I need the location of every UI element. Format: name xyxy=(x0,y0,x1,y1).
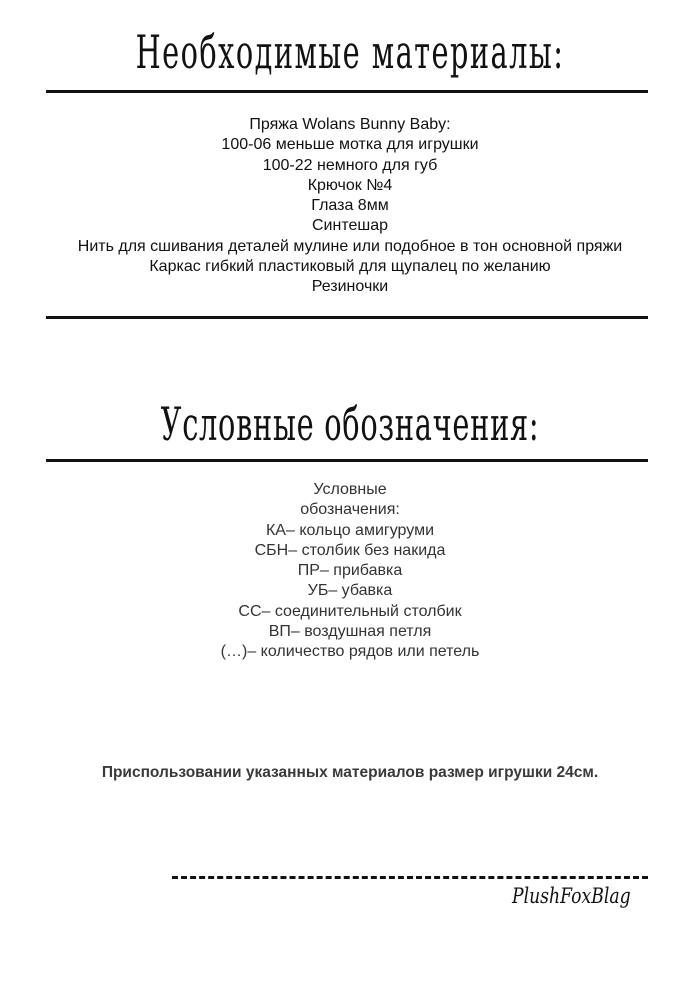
legend-item: Условные xyxy=(313,481,387,498)
legend-heading: Условные обозначения: xyxy=(160,398,540,452)
materials-item: Крючок №4 xyxy=(307,176,393,194)
materials-item: 100-22 немного для губ xyxy=(262,156,438,174)
legend-item: КА– кольцо амигуруми xyxy=(265,521,435,539)
materials-item: 100-06 меньше мотка для игрушки xyxy=(221,136,479,154)
materials-heading: Необходимые материалы: xyxy=(135,26,565,80)
legend-item: (…)– количество рядов или петель xyxy=(220,643,480,661)
legend-item: СБН– столбик без накида xyxy=(254,541,446,559)
signature-logo: PlushFoxBlag xyxy=(512,884,631,908)
materials-item: Глаза 8мм xyxy=(311,197,389,215)
materials-top-divider xyxy=(46,90,648,93)
legend-item: УБ– убавка xyxy=(307,582,393,600)
materials-item: Пряжа Wolans Bunny Baby: xyxy=(249,116,451,133)
size-note: Приспользовании указанных материалов размер игрушки 24см. xyxy=(101,764,599,781)
signature-dashed-line xyxy=(172,876,648,879)
materials-list xyxy=(0,115,700,298)
legend-list xyxy=(0,480,700,663)
materials-item: Нить для сшивания деталей мулине или подобное в тон основной пряжи xyxy=(77,237,623,255)
legend-item: обозначения: xyxy=(300,501,400,519)
legend-divider xyxy=(46,459,648,462)
legend-item: ПР– прибавка xyxy=(297,562,403,580)
materials-bottom-divider xyxy=(46,316,648,319)
legend-item: ВП– воздушная петля xyxy=(268,623,432,641)
legend-item: СС– соединительный столбик xyxy=(238,602,462,620)
materials-item: Каркас гибкий пластиковый для щупалец по желанию xyxy=(149,258,551,276)
materials-item: Синтешар xyxy=(311,217,388,235)
materials-item: Резиночки xyxy=(311,278,389,296)
